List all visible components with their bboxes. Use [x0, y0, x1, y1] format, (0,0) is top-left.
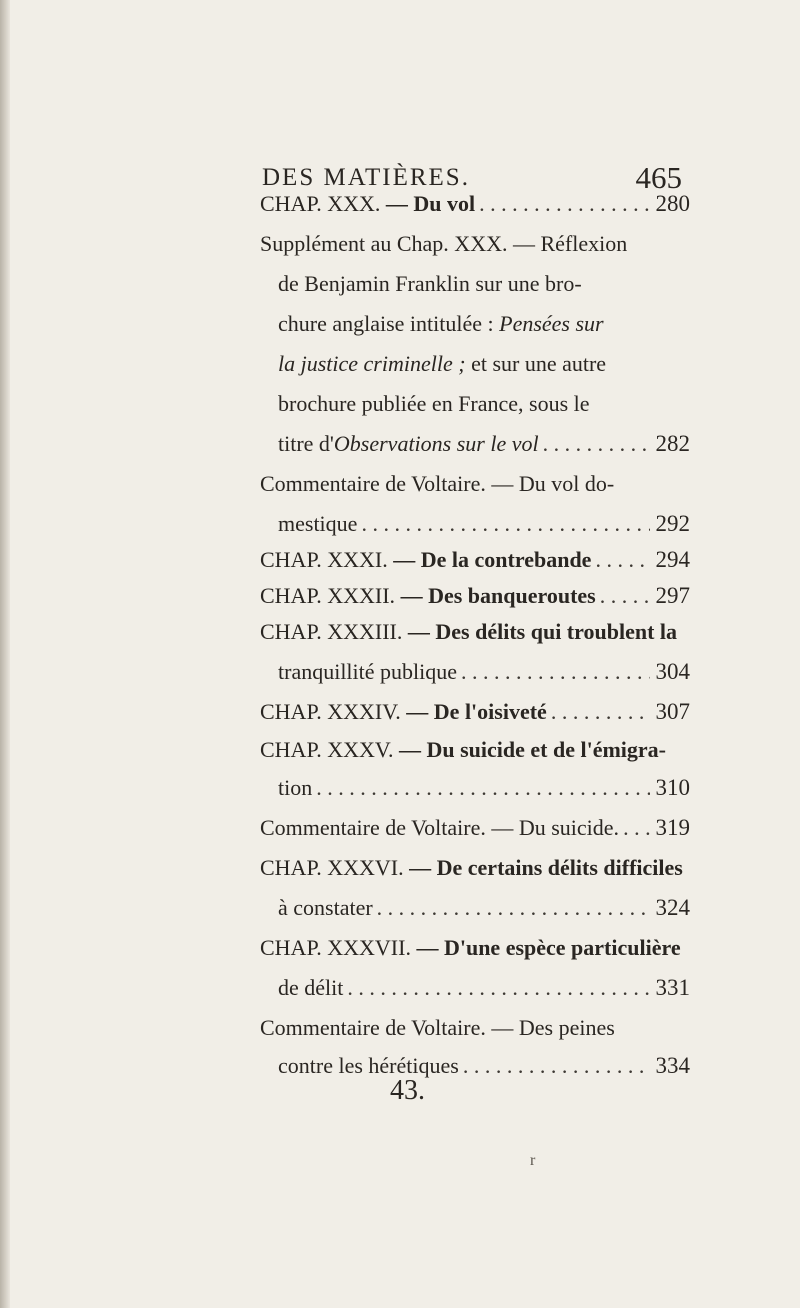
toc-line-text: [260, 692, 547, 732]
toc-line: [0, 304, 800, 344]
line-text: titre d': [278, 431, 334, 456]
toc-line-text: [278, 384, 590, 424]
dot-leader: [543, 424, 650, 464]
line-text: — Des délits qui troublent la: [402, 619, 678, 644]
page-ref: 282: [655, 431, 690, 456]
toc-line-text: [260, 184, 475, 224]
toc-line-text: [278, 1046, 459, 1086]
dot-leader: [316, 768, 649, 808]
line-text: contre les hérétiques: [278, 1053, 459, 1078]
line-text: — De certains délits difficiles: [403, 855, 683, 880]
signature-mark: 43.: [390, 1075, 425, 1106]
toc-line-text: [260, 848, 683, 888]
toc-line-text: [278, 968, 343, 1008]
toc-line-text: [278, 304, 604, 344]
line-text: de délit: [278, 975, 344, 1000]
toc-line-text: [260, 612, 677, 652]
dot-leader: [463, 1046, 650, 1086]
line-text: Commentaire de Voltaire. — Du suicide.: [260, 815, 620, 840]
toc-line: [0, 888, 800, 928]
chapter-label: CHAP. XXXIV.: [260, 699, 401, 724]
chapter-label: CHAP. XXXVI.: [260, 855, 404, 880]
page-number: 465: [635, 160, 682, 195]
dot-leader: [551, 692, 650, 732]
toc-line-text: [260, 730, 666, 770]
italic-title: la justice criminelle ;: [278, 351, 466, 376]
toc-line-text: [260, 928, 681, 968]
page-ref: 280: [655, 191, 690, 216]
toc-line-text: [278, 504, 357, 544]
dot-leader: [347, 968, 649, 1008]
chapter-label: CHAP. XXXI.: [260, 547, 388, 572]
line-text: — De l'oisiveté: [400, 699, 547, 724]
line-text: — Du vol: [380, 191, 476, 216]
toc-line-text: [260, 808, 619, 848]
toc-line: [0, 576, 800, 616]
toc-line-text: [278, 424, 539, 464]
toc-line: [0, 224, 800, 264]
line-text: — Du suicide et de l'émigra-: [393, 737, 666, 762]
chapter-label: CHAP. XXXVII.: [260, 935, 411, 960]
line-text: Commentaire de Voltaire. — Du vol do-: [260, 471, 615, 496]
toc-line: [0, 612, 800, 652]
toc-line: [0, 1008, 800, 1048]
chapter-label: CHAP. XXXII.: [260, 583, 396, 608]
line-text: mestique: [278, 511, 358, 536]
toc-line-text: [278, 652, 457, 692]
toc-line-text: [278, 264, 582, 304]
toc-line: [0, 768, 800, 808]
toc-line-text: [260, 576, 596, 616]
running-head: DES MATIÈRES.: [262, 164, 470, 191]
page-ref: 334: [655, 1053, 690, 1078]
dot-leader: [600, 576, 650, 616]
dot-leader: [377, 888, 650, 928]
chapter-label: CHAP. XXXIII.: [260, 619, 403, 644]
toc-line: [0, 384, 800, 424]
line-text: Commentaire de Voltaire. — Des peines: [260, 1015, 615, 1040]
toc-line-text: [260, 464, 614, 504]
toc-line-text: [260, 224, 627, 264]
line-text: et sur une autre: [465, 351, 607, 376]
toc-line-text: [260, 1008, 615, 1048]
toc-line: [0, 540, 800, 580]
italic-title: Observations sur le vol: [333, 431, 539, 456]
line-text: tion: [278, 775, 313, 800]
chapter-label: CHAP. XXXV.: [260, 737, 394, 762]
toc-line: [0, 928, 800, 968]
toc-line: [0, 848, 800, 888]
toc-line: [0, 652, 800, 692]
toc-line: [0, 692, 800, 732]
line-text: — Des banqueroutes: [395, 583, 596, 608]
toc-line: [0, 344, 800, 384]
dot-leader: [479, 184, 649, 224]
line-text: chure anglaise intitulée :: [278, 311, 500, 336]
toc-line: [0, 968, 800, 1008]
toc-line: [0, 264, 800, 304]
stray-mark: r: [530, 1152, 536, 1169]
italic-title: Pensées sur: [499, 311, 604, 336]
dot-leader: [623, 808, 649, 848]
page-ref: 292: [655, 511, 690, 536]
page-ref: 331: [655, 975, 690, 1000]
toc-line-text: [278, 344, 606, 384]
dot-leader: [361, 504, 649, 544]
page-ref: 319: [655, 815, 690, 840]
line-text: tranquillité publique: [278, 659, 458, 684]
line-text: à constater: [278, 895, 373, 920]
page-ref: 310: [655, 775, 690, 800]
line-text: Supplément au Chap. XXX. — Réflexion: [260, 231, 628, 256]
chapter-label: CHAP. XXX.: [260, 191, 381, 216]
toc-line-text: [260, 540, 591, 580]
page-ref: 297: [655, 583, 690, 608]
dot-leader: [595, 540, 649, 580]
toc-line: [0, 730, 800, 770]
page-ref: 307: [655, 699, 690, 724]
dot-leader: [461, 652, 649, 692]
toc-line-text: [278, 888, 373, 928]
line-text: — De la contrebande: [387, 547, 592, 572]
line-text: brochure publiée en France, sous le: [278, 391, 590, 416]
toc-line: [0, 424, 800, 464]
line-text: de Benjamin Franklin sur une bro-: [278, 271, 582, 296]
page-ref: 324: [655, 895, 690, 920]
toc-line: [0, 184, 800, 224]
toc-line: [0, 504, 800, 544]
toc-line: [0, 464, 800, 504]
toc-line-text: [278, 768, 312, 808]
page-ref: 304: [655, 659, 690, 684]
toc-line: [0, 808, 800, 848]
line-text: — D'une espèce particulière: [410, 935, 681, 960]
page-ref: 294: [655, 547, 690, 572]
